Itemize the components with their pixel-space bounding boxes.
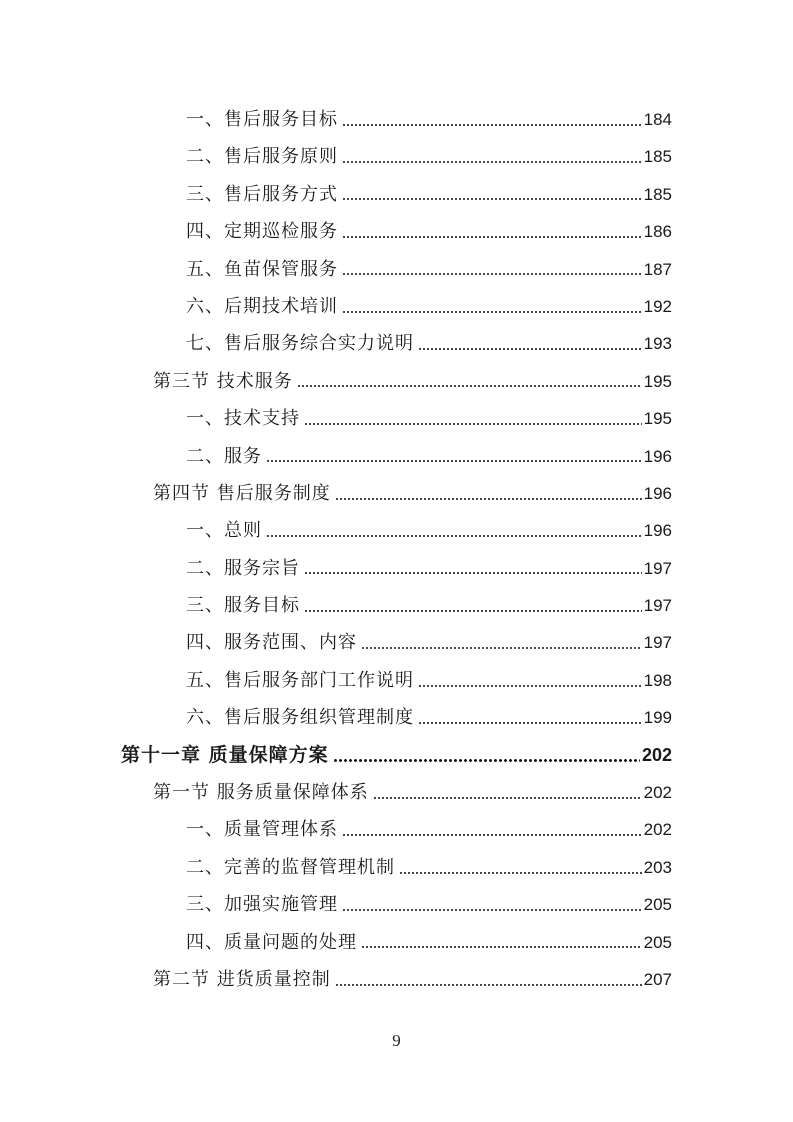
toc-entry-page-number: 203 xyxy=(643,857,672,877)
toc-entry[interactable] xyxy=(0,325,793,362)
toc-entry-title: 第二节 进货质量控制 xyxy=(153,968,331,990)
toc-dot-leader xyxy=(418,348,642,350)
toc-entry[interactable] xyxy=(0,886,793,923)
toc-entry-title: 四、质量问题的处理 xyxy=(186,931,357,953)
toc-dot-leader xyxy=(304,423,642,425)
toc-entry-page-number: 197 xyxy=(643,633,672,653)
toc-entry-title: 一、售后服务目标 xyxy=(186,109,338,130)
toc-entry-page-number: 202 xyxy=(643,783,672,803)
toc-dot-leader xyxy=(342,909,642,911)
toc-entry-title: 七、售后服务综合实力说明 xyxy=(186,333,414,355)
toc-entry-title: 三、加强实施管理 xyxy=(186,894,338,916)
toc-dot-leader xyxy=(418,685,642,687)
toc-entry-title: 五、售后服务部门工作说明 xyxy=(186,669,414,691)
toc-entry-title: 四、定期巡检服务 xyxy=(186,221,338,243)
toc-entry-title: 第三节 技术服务 xyxy=(153,370,293,392)
table-of-contents xyxy=(0,101,793,998)
toc-entry-title: 二、完善的监督管理机制 xyxy=(186,856,395,878)
toc-entry-title: 一、技术支持 xyxy=(186,408,300,430)
toc-dot-leader xyxy=(342,236,642,238)
toc-entry[interactable] xyxy=(0,288,793,325)
toc-entry[interactable] xyxy=(0,811,793,848)
toc-entry[interactable] xyxy=(0,662,793,699)
toc-entry-title: 三、服务目标 xyxy=(186,595,300,617)
toc-entry-title: 五、鱼苗保管服务 xyxy=(186,258,338,280)
toc-entry-page-number: 202 xyxy=(643,820,672,840)
toc-dot-leader xyxy=(342,198,642,200)
toc-entry-page-number: 187 xyxy=(643,259,672,279)
toc-dot-leader xyxy=(304,572,642,574)
toc-entry-page-number: 197 xyxy=(643,558,672,578)
page-number: 9 xyxy=(392,1031,401,1050)
toc-entry[interactable] xyxy=(0,961,793,998)
toc-entry[interactable] xyxy=(0,363,793,400)
toc-entry[interactable] xyxy=(0,512,793,549)
toc-entry-title: 六、后期技术培训 xyxy=(186,295,338,317)
toc-entry[interactable] xyxy=(0,400,793,437)
toc-entry-title: 六、售后服务组织管理制度 xyxy=(186,707,414,729)
toc-dot-leader xyxy=(304,610,642,612)
toc-dot-leader xyxy=(342,161,642,163)
toc-entry-title: 二、售后服务原则 xyxy=(186,146,338,168)
toc-entry-title: 第四节 售后服务制度 xyxy=(153,482,331,504)
toc-entry-page-number: 185 xyxy=(643,184,672,204)
toc-dot-leader xyxy=(266,460,642,462)
toc-entry-title: 二、服务 xyxy=(186,445,262,467)
toc-entry-page-number: 198 xyxy=(643,670,672,690)
toc-dot-leader xyxy=(418,722,642,724)
toc-entry[interactable] xyxy=(0,550,793,587)
toc-entry[interactable] xyxy=(0,699,793,736)
toc-entry[interactable] xyxy=(0,587,793,624)
toc-entry-page-number: 205 xyxy=(643,895,672,915)
toc-dot-leader xyxy=(373,797,642,799)
toc-entry-title: 三、售后服务方式 xyxy=(186,183,338,205)
toc-entry-title: 一、质量管理体系 xyxy=(186,819,338,841)
toc-entry[interactable] xyxy=(0,624,793,661)
toc-entry[interactable] xyxy=(0,737,793,774)
toc-dot-leader xyxy=(335,498,642,500)
toc-entry-page-number: 192 xyxy=(643,296,672,316)
toc-entry[interactable] xyxy=(0,176,793,213)
toc-entry-title: 第一节 服务质量保障体系 xyxy=(153,782,369,804)
toc-entry-page-number: 196 xyxy=(643,446,672,466)
toc-entry[interactable] xyxy=(0,101,793,138)
toc-entry[interactable] xyxy=(0,849,793,886)
toc-entry-page-number: 207 xyxy=(643,969,672,989)
toc-entry-page-number: 195 xyxy=(643,409,672,429)
toc-entry-title: 一、总则 xyxy=(186,520,262,542)
toc-entry-title: 二、服务宗旨 xyxy=(186,557,300,579)
toc-dot-leader xyxy=(399,872,642,874)
toc-dot-leader xyxy=(342,834,642,836)
toc-entry[interactable] xyxy=(0,138,793,175)
toc-dot-leader xyxy=(333,759,640,762)
toc-dot-leader xyxy=(342,273,642,275)
toc-entry-page-number: 197 xyxy=(643,596,672,616)
toc-entry-title: 四、服务范围、内容 xyxy=(186,632,357,654)
toc-dot-leader xyxy=(335,984,642,986)
toc-entry-page-number: 196 xyxy=(643,521,672,541)
toc-entry-page-number: 205 xyxy=(643,932,672,952)
toc-entry-page-number: 193 xyxy=(643,334,672,354)
toc-entry[interactable] xyxy=(0,475,793,512)
toc-entry[interactable] xyxy=(0,438,793,475)
toc-entry[interactable] xyxy=(0,251,793,288)
toc-dot-leader xyxy=(361,946,642,948)
toc-entry[interactable] xyxy=(0,924,793,961)
toc-entry-page-number: 195 xyxy=(643,371,672,391)
toc-entry-page-number: 184 xyxy=(643,110,672,129)
toc-entry-page-number: 202 xyxy=(641,744,672,765)
toc-entry[interactable] xyxy=(0,213,793,250)
toc-entry-title: 第十一章 质量保障方案 xyxy=(121,743,329,766)
toc-entry[interactable] xyxy=(0,774,793,811)
toc-entry-page-number: 185 xyxy=(643,147,672,167)
toc-dot-leader xyxy=(342,311,642,313)
toc-dot-leader xyxy=(342,124,642,126)
toc-dot-leader xyxy=(361,647,642,649)
toc-dot-leader xyxy=(297,385,642,387)
toc-entry-page-number: 199 xyxy=(643,708,672,728)
toc-dot-leader xyxy=(266,535,642,537)
toc-entry-page-number: 186 xyxy=(643,222,672,242)
toc-entry-page-number: 196 xyxy=(643,483,672,503)
